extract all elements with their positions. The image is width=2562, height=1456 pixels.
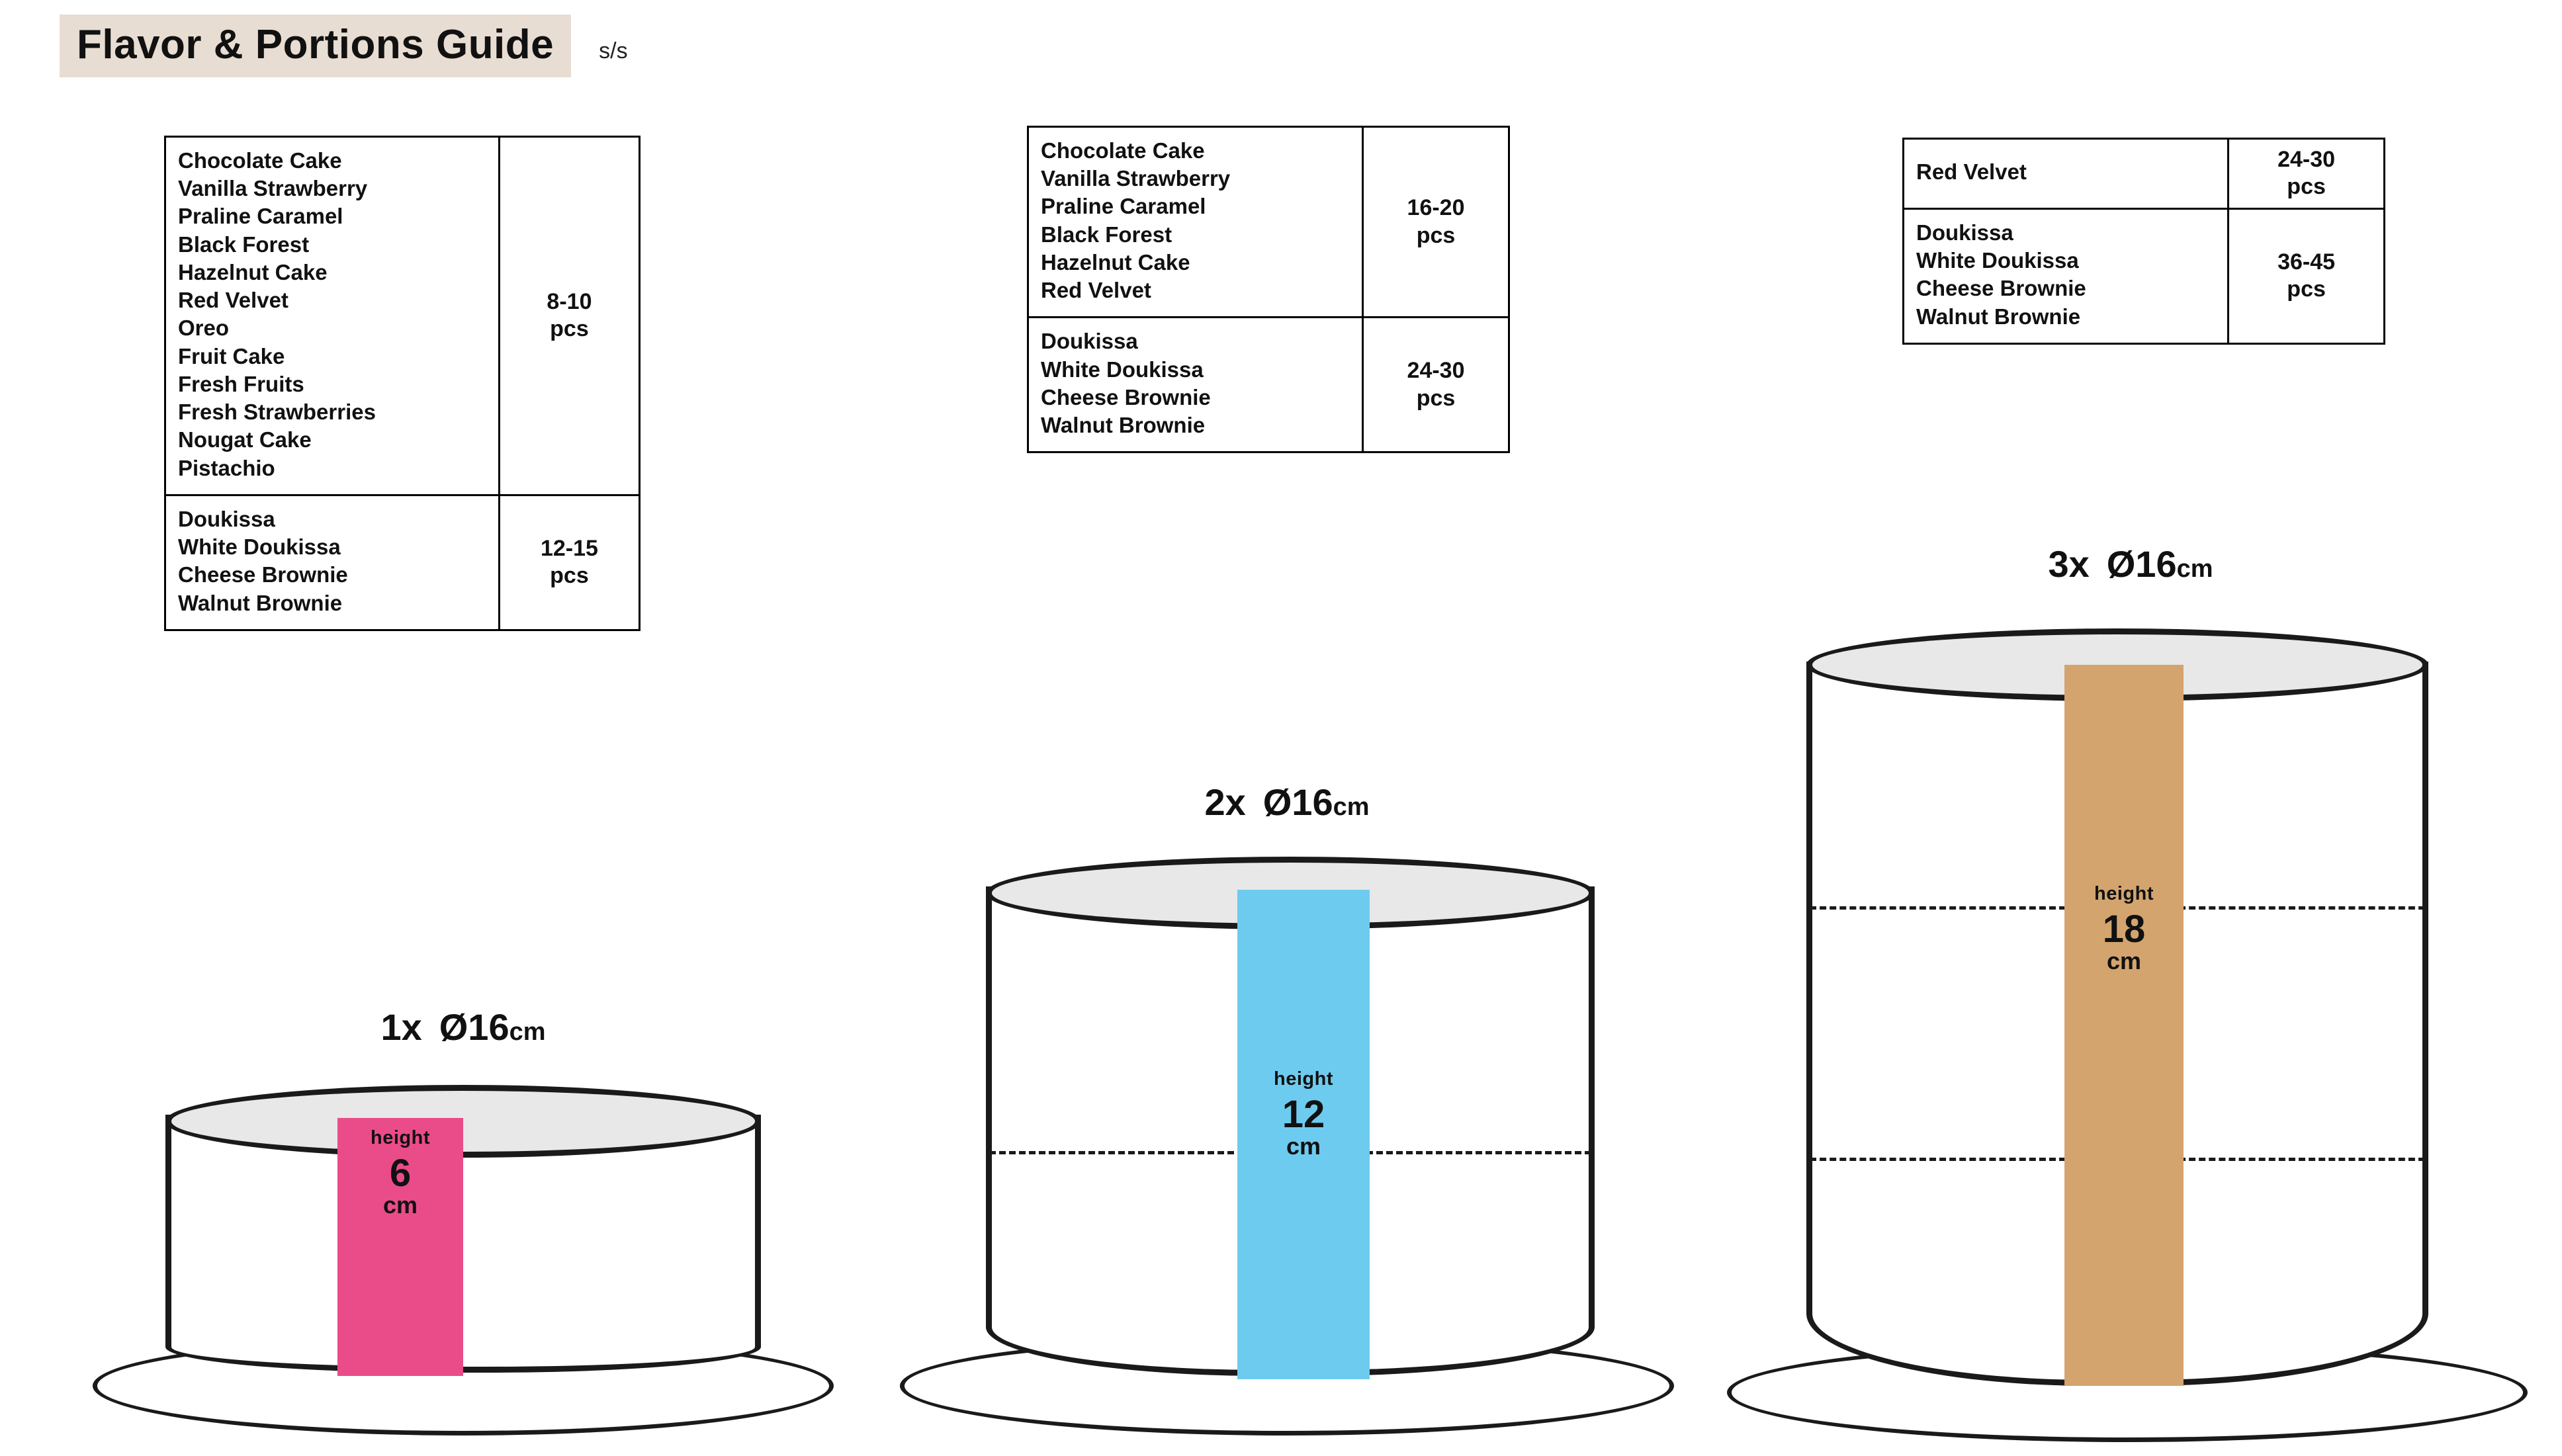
height-indicator-2x	[1237, 890, 1370, 1379]
flavor-item: Doukissa	[1916, 220, 2013, 245]
page-subtitle: s/s	[599, 38, 628, 64]
flavor-item: Pistachio	[178, 455, 275, 480]
cake-diagram-3x	[1714, 529, 2547, 1455]
flavor-item: Black Forest	[1041, 222, 1172, 247]
height-value-label: 6	[389, 1152, 412, 1195]
flavor-item: Black Forest	[178, 232, 310, 257]
flavor-item: Red Velvet	[1916, 159, 2027, 185]
table-row	[1904, 208, 2385, 343]
flavor-item: Cheese Brownie	[1041, 384, 1211, 409]
portions-cell: 12-15 pcs	[499, 495, 639, 630]
cake-label-1x	[73, 1006, 854, 1049]
flavor-item: Cheese Brownie	[178, 562, 348, 587]
cake-top-surface	[165, 1085, 761, 1158]
cake-diagram-2x	[880, 781, 1694, 1455]
height-value-label: 18	[2102, 908, 2146, 951]
flavor-item: White Doukissa	[1916, 248, 2079, 273]
flavor-item: Chocolate Cake	[1041, 138, 1205, 163]
flavor-item: Walnut Brownie	[1041, 413, 1206, 438]
flavor-item: Oreo	[178, 316, 230, 341]
height-indicator-3x	[2064, 665, 2184, 1386]
cake-label-2x	[880, 781, 1694, 824]
table-row	[1028, 127, 1509, 318]
flavor-list-cell	[165, 137, 500, 495]
flavor-item: Nougat Cake	[178, 427, 312, 452]
flavor-list-cell	[1028, 318, 1363, 452]
table-row	[1904, 139, 2385, 209]
portions-cell: 24-30 pcs	[1363, 318, 1509, 452]
flavor-list-cell	[1028, 127, 1363, 318]
cake-diameter-label: Ø16	[1262, 781, 1333, 823]
cake-count-label: 3x	[2048, 543, 2090, 585]
flavor-item: Red Velvet	[178, 288, 288, 313]
page-header	[60, 15, 628, 77]
height-word-label: height	[2094, 883, 2154, 904]
portions-cell: 24-30 pcs	[2229, 139, 2385, 209]
flavor-item: Chocolate Cake	[178, 148, 342, 173]
cake-count-label: 1x	[380, 1006, 422, 1048]
cake-diagram-1x	[73, 1006, 854, 1455]
table-row	[1028, 318, 1509, 452]
portions-table-2x	[1027, 126, 1510, 453]
portions-table-1x	[164, 136, 640, 631]
cake-diameter-unit: cm	[509, 1018, 546, 1046]
cake-label-3x	[1714, 542, 2547, 585]
height-word-label: height	[1274, 1068, 1333, 1090]
flavor-list-cell	[1904, 208, 2229, 343]
flavor-item: Doukissa	[1041, 329, 1138, 354]
flavor-item: Fresh Strawberries	[178, 400, 376, 425]
flavor-item: Hazelnut Cake	[1041, 249, 1190, 275]
page-title: Flavor & Portions Guide	[60, 15, 571, 77]
flavor-item: White Doukissa	[1041, 357, 1204, 382]
flavor-item: Praline Caramel	[178, 204, 343, 229]
flavor-item: Vanilla Strawberry	[1041, 166, 1231, 191]
portions-cell: 16-20 pcs	[1363, 127, 1509, 318]
flavor-item: White Doukissa	[178, 535, 341, 560]
flavor-item: Cheese Brownie	[1916, 276, 2086, 301]
height-value-label: 12	[1282, 1093, 1325, 1136]
height-word-label: height	[371, 1127, 430, 1148]
height-unit-label: cm	[2106, 947, 2142, 974]
cake-count-label: 2x	[1204, 781, 1246, 823]
flavor-item: Walnut Brownie	[1916, 304, 2081, 329]
flavor-item: Fresh Fruits	[178, 371, 304, 396]
cake-diameter-unit: cm	[2176, 555, 2213, 583]
flavor-item: Fruit Cake	[178, 343, 285, 368]
flavor-item: Hazelnut Cake	[178, 259, 328, 284]
height-unit-label: cm	[1286, 1133, 1321, 1160]
portions-table-3x	[1902, 138, 2385, 345]
portions-cell: 8-10 pcs	[499, 137, 639, 495]
cake-diameter-label: Ø16	[439, 1006, 509, 1048]
height-indicator-1x	[337, 1118, 463, 1376]
table-row	[165, 137, 640, 495]
flavor-list-cell	[1904, 139, 2229, 209]
cake-diameter-unit: cm	[1333, 793, 1370, 821]
flavor-list-cell	[165, 495, 500, 630]
flavor-item: Vanilla Strawberry	[178, 176, 368, 201]
cake-diameter-label: Ø16	[2106, 543, 2177, 585]
portions-cell: 36-45 pcs	[2229, 208, 2385, 343]
height-unit-label: cm	[382, 1191, 418, 1219]
flavor-item: Doukissa	[178, 506, 275, 531]
flavor-item: Praline Caramel	[1041, 194, 1206, 219]
flavor-item: Red Velvet	[1041, 278, 1151, 303]
flavor-item: Walnut Brownie	[178, 590, 343, 615]
table-row	[165, 495, 640, 630]
